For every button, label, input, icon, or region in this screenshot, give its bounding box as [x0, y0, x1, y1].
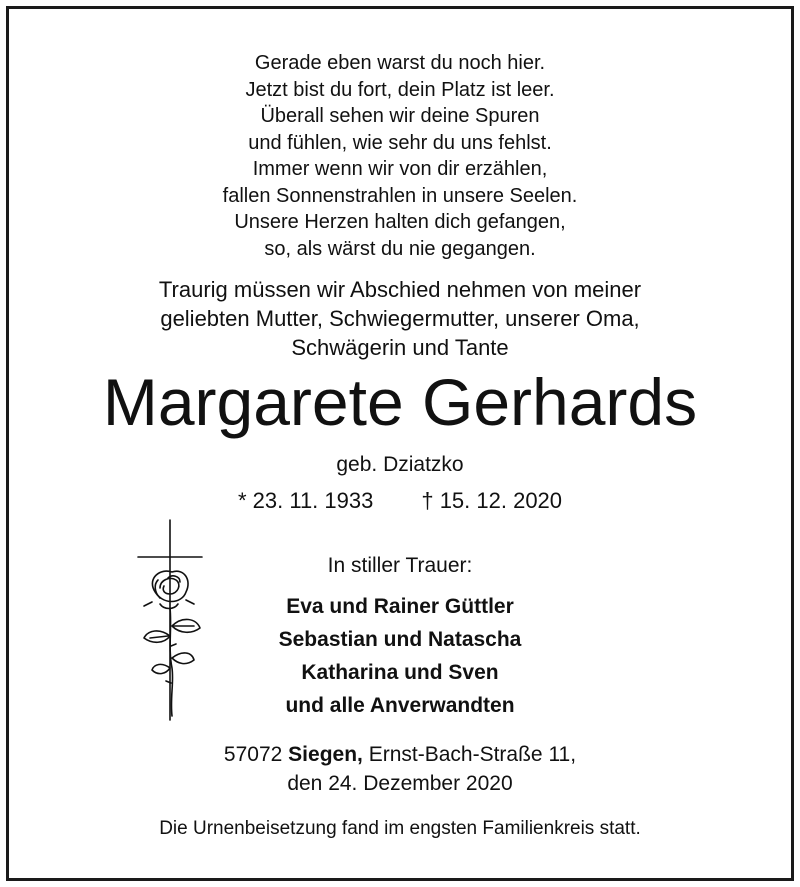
mourners-list	[0, 590, 800, 722]
intro-line: geliebten Mutter, Schwiegermutter, unserer Oma,	[160, 306, 640, 331]
poem-line: fallen Sonnenstrahlen in unsere Seelen.	[222, 184, 578, 207]
deceased-name: Margarete Gerhards	[102, 365, 698, 439]
intro-text	[0, 275, 800, 362]
poem-line: Gerade eben warst du noch hier.	[254, 52, 546, 74]
poem-line: Immer wenn wir von dir erzählen,	[252, 158, 548, 180]
poem-line: so, als wärst du nie gegangen.	[264, 237, 536, 260]
birth-name: geb. Dziatzko	[336, 453, 464, 476]
birth-date: * 23. 11. 1933	[237, 488, 374, 513]
intro-line: Schwägerin und Tante	[291, 335, 509, 360]
burial-note: Die Urnenbeisetzung fand im engsten Familienkreis statt.	[159, 818, 641, 839]
poem-line: Jetzt bist du fort, dein Platz ist leer.	[245, 78, 555, 101]
poem-line: Überall sehen wir deine Spuren	[260, 105, 540, 127]
street: Ernst-Bach-Straße 11,	[368, 743, 577, 766]
mourning-label: In stiller Trauer:	[327, 554, 473, 577]
life-dates	[0, 487, 800, 515]
poem-line: und fühlen, wie sehr du uns fehlst.	[248, 131, 552, 154]
mourner-line: Katharina und Sven	[301, 661, 499, 684]
death-date: † 15. 12. 2020	[421, 488, 563, 513]
mourner-line: Sebastian und Natascha	[278, 628, 522, 651]
poem-line: Unsere Herzen halten dich gefangen,	[234, 211, 566, 233]
mourner-line: Eva und Rainer Güttler	[286, 595, 514, 618]
poem	[0, 50, 800, 262]
address-line	[0, 740, 800, 769]
address-block	[0, 740, 800, 798]
mourner-line: und alle Anverwandten	[285, 694, 515, 717]
date-line: den 24. Dezember 2020	[287, 772, 513, 795]
intro-line: Traurig müssen wir Abschied nehmen von meiner	[158, 277, 642, 302]
postal-code: 57072	[223, 743, 283, 766]
city: Siegen,	[288, 743, 363, 766]
